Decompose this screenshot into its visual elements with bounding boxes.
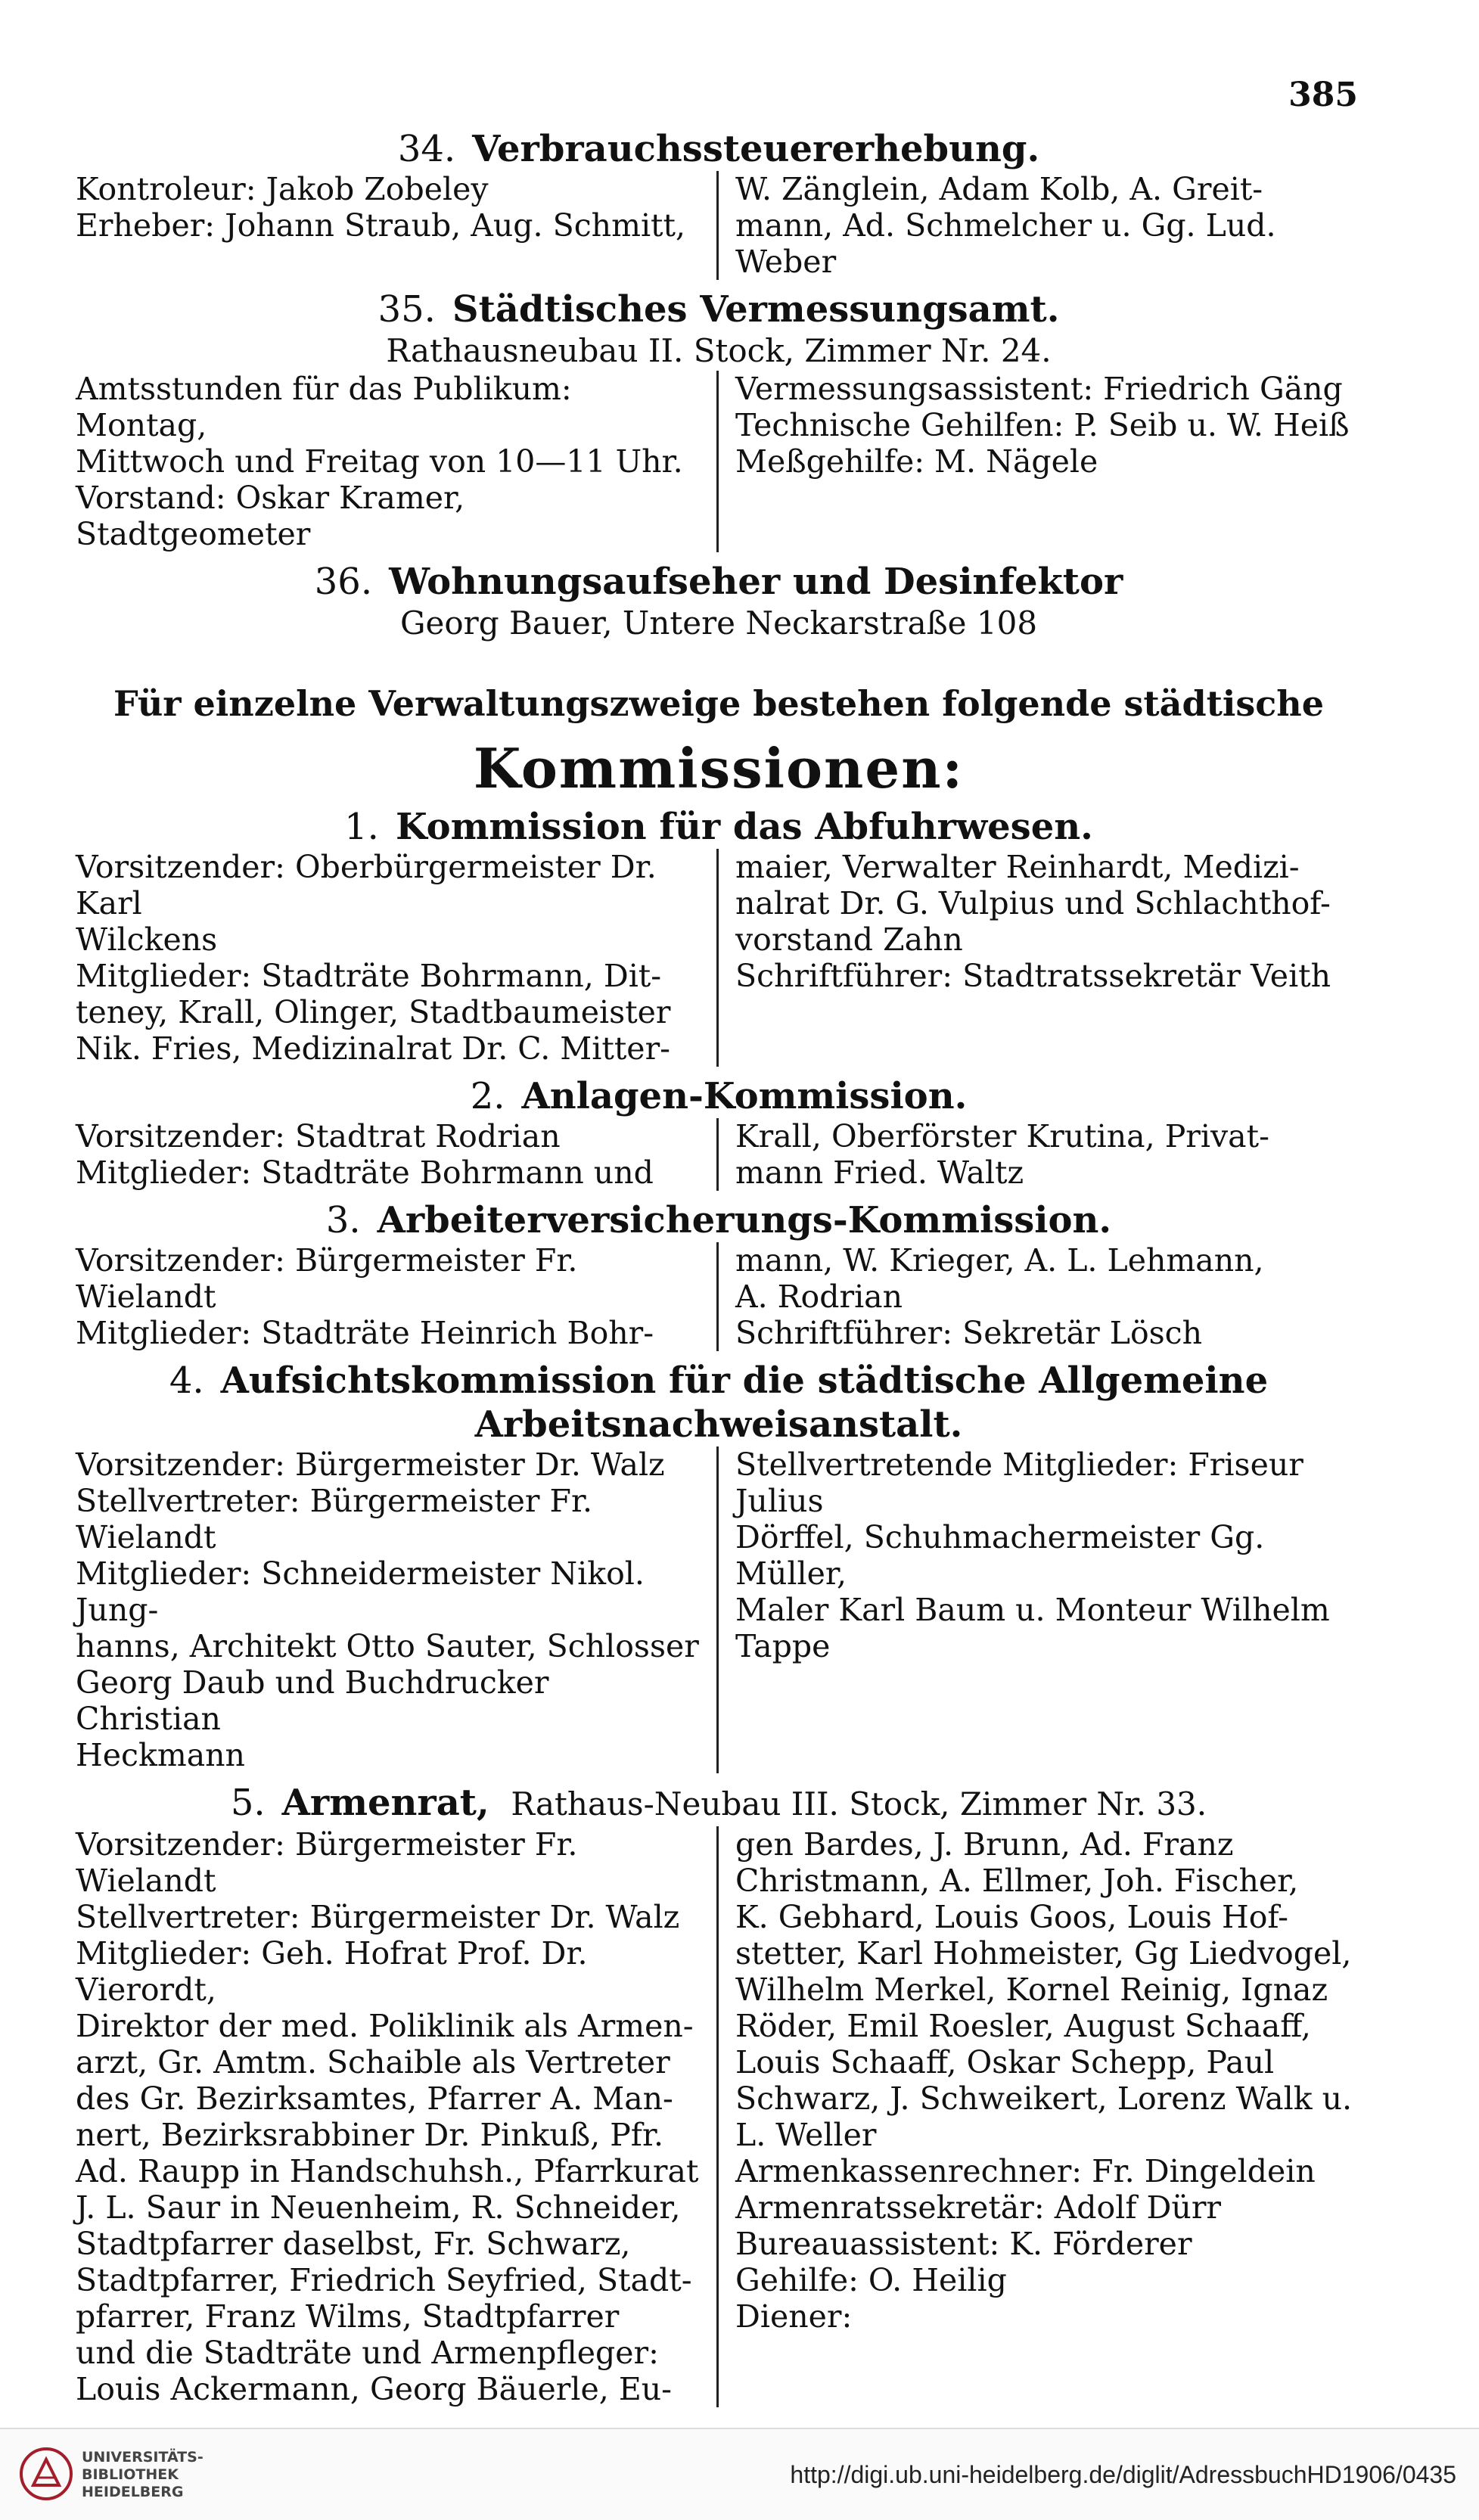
commissions-intro: Für einzelne Verwaltungszweige bestehen folgende städtische (113, 683, 1324, 724)
section-number: 35. (378, 288, 436, 331)
entry-line: Vorsitzender: Bürgermeister Dr. Walz (76, 1446, 665, 1483)
left-column (76, 1826, 719, 2407)
entry-line: Schriftführer: Stadtratssekretär Veith (735, 958, 1331, 994)
entry-line: Vorsitzender: Bürgermeister Fr. Wielandt (76, 1242, 578, 1315)
library-name-line: BIBLIOTHEK (82, 2466, 179, 2483)
entry-line: des Gr. Bezirksamtes, Pfarrer A. Man- (76, 2080, 673, 2117)
section-number: 34. (397, 128, 456, 170)
library-name-line: HEIDELBERG (82, 2484, 184, 2500)
section-title: Wohnungsaufseher und Desinfektor (389, 561, 1123, 603)
entry-line: und die Stadträte und Armenpfleger: (76, 2335, 659, 2371)
entry-line: Mitglieder: Geh. Hofrat Prof. Dr. Vierordt, (76, 1935, 588, 2008)
entry-line: Christmann, A. Ellmer, Joh. Fischer, (735, 1863, 1299, 1899)
entry-line: Amtsstunden für das Publikum: Montag, (76, 371, 572, 443)
section-title: Aufsichtskommission für die städtische Allgemeine (220, 1359, 1269, 1402)
right-column (719, 1242, 1362, 1351)
section-36-heading (76, 560, 1362, 604)
entry-line: Heckmann (76, 1737, 245, 1773)
entry-line: Mitglieder: Stadträte Bohrmann, Dit- (76, 958, 662, 994)
entry-line: maier, Verwalter Reinhardt, Medizi- (735, 849, 1300, 885)
commission-3-heading (76, 1198, 1362, 1242)
entry-line: Vermessungsassistent: Friedrich Gäng (735, 371, 1343, 407)
entry-line: Vorsitzender: Bürgermeister Fr. Wielandt (76, 1826, 578, 1899)
section-35-heading (76, 287, 1362, 331)
entry-line: Wilhelm Merkel, Kornel Reinig, Ignaz (735, 1972, 1328, 2008)
section-title: Armenrat, (281, 1782, 489, 1824)
right-column (719, 1826, 1362, 2407)
entry-line: Schwarz, J. Schweikert, Lorenz Walk u. (735, 2080, 1353, 2117)
entry-line: Armenkassenrechner: Fr. Dingeldein (735, 2153, 1316, 2189)
entry-line: Stellvertreter: Bürgermeister Fr. Wielandt (76, 1483, 593, 1555)
entry-line: Vorstand: Oskar Kramer, Stadtgeometer (76, 480, 465, 552)
entry-line: pfarrer, Franz Wilms, Stadtpfarrer (76, 2298, 620, 2335)
section-35-body (76, 371, 1362, 552)
entry-line: Stellvertreter: Bürgermeister Dr. Walz (76, 1899, 680, 1935)
left-column (76, 1446, 719, 1773)
right-column (719, 1446, 1362, 1773)
section-title: Verbrauchssteuererhebung. (472, 128, 1040, 170)
section-number: 36. (314, 561, 373, 603)
source-url-link[interactable]: http://digi.ub.uni-heidelberg.de/diglit/AdressbuchHD1906/0435 (790, 2461, 1456, 2488)
commission-1-body (76, 849, 1362, 1067)
entry-line: Krall, Oberförster Krutina, Privat- (735, 1118, 1269, 1154)
entry-line: Meßgehilfe: M. Nägele (735, 443, 1098, 480)
right-column (719, 171, 1362, 280)
right-column (719, 849, 1362, 1067)
entry-line: A. Rodrian (735, 1279, 903, 1315)
left-column (76, 1242, 719, 1351)
section-35-address: Rathausneubau II. Stock, Zimmer Nr. 24. (386, 332, 1052, 369)
entry-line: Georg Daub und Buchdrucker Christian (76, 1664, 549, 1737)
entry-line: mann Fried. Waltz (735, 1154, 1024, 1191)
entry-line: Stellvertretende Mitglieder: Friseur Julius (735, 1446, 1303, 1519)
entry-line: vorstand Zahn (735, 921, 963, 958)
entry-line: Mitglieder: Schneidermeister Nikol. Jung- (76, 1555, 645, 1628)
entry-line: stetter, Karl Hohmeister, Gg Liedvogel, (735, 1935, 1352, 1972)
entry-line: Dörffel, Schuhmachermeister Gg. Müller, (735, 1519, 1265, 1592)
entry-line: hanns, Architekt Otto Sauter, Schlosser (76, 1628, 699, 1664)
entry-line: Kontroleur: Jakob Zobeley (76, 171, 489, 207)
entry-line: L. Weller (735, 2117, 877, 2153)
commission-3-body (76, 1242, 1362, 1351)
entry-line: Vorsitzender: Stadtrat Rodrian (76, 1118, 561, 1154)
commission-5-body (76, 1826, 1362, 2407)
entry-line: Louis Ackermann, Georg Bäuerle, Eu- (76, 2371, 673, 2407)
section-number: 1. (344, 806, 379, 848)
section-title: Arbeiterversicherungs-Kommission. (377, 1199, 1112, 1241)
section-34-heading (76, 127, 1362, 171)
entry-line: nert, Bezirksrabbiner Dr. Pinkuß, Pfr. (76, 2117, 664, 2153)
entry-line: Erheber: Johann Straub, Aug. Schmitt, (76, 207, 686, 244)
entry-line: Louis Schaaff, Oskar Schepp, Paul (735, 2044, 1275, 2080)
commission-4-heading (76, 1359, 1362, 1403)
section-number: 4. (169, 1359, 204, 1402)
section-title: Kommission für das Abfuhrwesen. (395, 806, 1093, 848)
section-34-body (76, 171, 1362, 280)
entry-line: Armenratssekretär: Adolf Dürr (735, 2189, 1222, 2226)
entry-line: Ad. Raupp in Handschuhsh., Pfarrkurat (76, 2153, 699, 2189)
entry-line: Stadtpfarrer daselbst, Fr. Schwarz, (76, 2226, 631, 2262)
entry-line: Schriftführer: Sekretär Lösch (735, 1315, 1203, 1351)
section-number: 3. (325, 1199, 361, 1241)
entry-line: nalrat Dr. G. Vulpius und Schlachthof- (735, 885, 1331, 921)
left-column (76, 371, 719, 552)
entry-line: Direktor der med. Poliklinik als Armen- (76, 2008, 694, 2044)
commission-1-heading (76, 805, 1362, 849)
commission-2-heading (76, 1074, 1362, 1118)
left-column (76, 1118, 719, 1191)
entry-line: Gehilfe: O. Heilig (735, 2262, 1007, 2298)
entry-line: arzt, Gr. Amtm. Schaible als Vertreter (76, 2044, 670, 2080)
section-number: 2. (470, 1075, 505, 1117)
entry-line: Wilckens (76, 921, 218, 958)
entry-line: Mittwoch und Freitag von 10—11 Uhr. (76, 443, 683, 480)
entry-line: Mitglieder: Stadträte Heinrich Bohr- (76, 1315, 654, 1351)
entry-line: Diener: (735, 2298, 853, 2335)
entry-line: Vorsitzender: Oberbürgermeister Dr. Karl (76, 849, 657, 921)
entry-line: W. Zänglein, Adam Kolb, A. Greit- (735, 171, 1263, 207)
commission-5-heading (76, 1781, 1362, 1826)
entry-line: mann, Ad. Schmelcher u. Gg. Lud. Weber (735, 207, 1276, 280)
entry-line: teney, Krall, Olinger, Stadtbaumeister (76, 994, 671, 1030)
entry-line: Tappe (735, 1628, 831, 1664)
library-name (82, 2449, 204, 2501)
section-title: Anlagen-Kommission. (521, 1075, 968, 1117)
entry-line: Nik. Fries, Medizinalrat Dr. C. Mitter- (76, 1030, 671, 1067)
section-address: Rathaus-Neubau III. Stock, Zimmer Nr. 33. (511, 1785, 1207, 1822)
entry-line: gen Bardes, J. Brunn, Ad. Franz (735, 1826, 1234, 1863)
university-library-logo-icon (18, 2446, 74, 2502)
entry-line: Röder, Emil Roesler, August Schaaff, (735, 2008, 1311, 2044)
right-column (719, 371, 1362, 552)
entry-line: Stadtpfarrer, Friedrich Seyfried, Stadt- (76, 2262, 692, 2298)
section-title: Städtisches Vermessungsamt. (452, 288, 1060, 331)
entry-line: Technische Gehilfen: P. Seib u. W. Heiß (735, 407, 1350, 443)
commission-4-body (76, 1446, 1362, 1773)
section-number: 5. (230, 1782, 266, 1824)
commission-4-heading-line2: Arbeitsnachweisanstalt. (474, 1403, 963, 1446)
commission-2-body (76, 1118, 1362, 1191)
entry-line: mann, W. Krieger, A. L. Lehmann, (735, 1242, 1264, 1279)
entry-line: Maler Karl Baum u. Monteur Wilhelm (735, 1592, 1330, 1628)
entry-line: K. Gebhard, Louis Goos, Louis Hof- (735, 1899, 1288, 1935)
library-name-line: UNIVERSITÄTS- (82, 2449, 204, 2466)
page-content (76, 121, 1362, 2415)
page-number: 385 (1288, 76, 1358, 114)
entry-line: J. L. Saur in Neuenheim, R. Schneider, (76, 2189, 681, 2226)
left-column (76, 171, 719, 280)
entry-line: Bureauassistent: K. Förderer (735, 2226, 1192, 2262)
left-column (76, 849, 719, 1067)
commissions-title: Kommissionen: (473, 736, 965, 800)
footer-bar (0, 2428, 1479, 2520)
section-36-person: Georg Bauer, Untere Neckarstraße 108 (399, 604, 1038, 642)
entry-line: Mitglieder: Stadträte Bohrmann und (76, 1154, 654, 1191)
right-column (719, 1118, 1362, 1191)
